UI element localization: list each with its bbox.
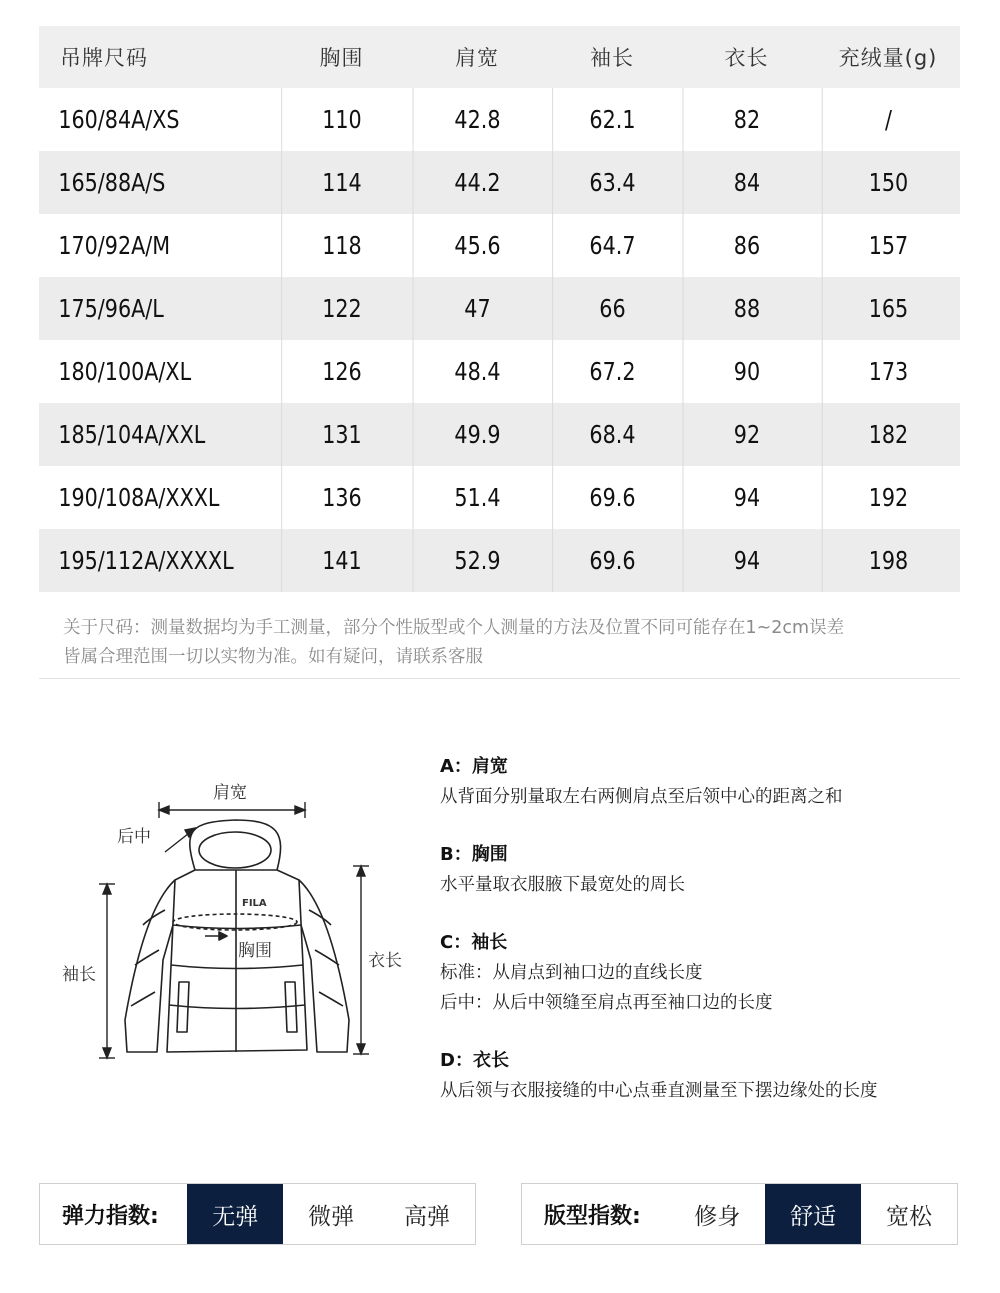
elastic-option: 无弹 (187, 1184, 283, 1244)
value-cell: 52.9 (413, 529, 542, 592)
value-cell: 48.4 (413, 340, 542, 403)
header-cell: 吊牌尺码 (60, 46, 148, 70)
value-cell: 45.6 (413, 214, 542, 277)
size-cell: 165/88A/S (58, 168, 166, 197)
definition-title: D：衣长 (440, 1050, 509, 1071)
size-note-line: 关于尺码：测量数据均为手工测量，部分个性版型或个人测量的方法及位置不同可能存在1~2cm误差 (63, 618, 845, 638)
value-cell: 90 (683, 340, 811, 403)
table-row (39, 529, 960, 592)
divider (39, 678, 960, 679)
definition-text: 后中：从后中领缝至肩点再至袖口边的长度 (440, 993, 773, 1013)
definition-text: 水平量取衣服腋下最宽处的周长 (440, 875, 685, 895)
fit-option: 宽松 (886, 1203, 933, 1230)
value-cell: 114 (281, 151, 402, 214)
value-cell: 182 (822, 403, 954, 466)
value-cell: 122 (281, 277, 402, 340)
jacket-illustration (55, 760, 425, 1070)
value-cell: 49.9 (413, 403, 542, 466)
table-row (39, 403, 960, 466)
size-cell: 185/104A/XXL (58, 420, 206, 449)
value-cell: 150 (822, 151, 954, 214)
value-cell: 157 (822, 214, 954, 277)
size-table (39, 26, 960, 592)
table-row (39, 214, 960, 277)
value-cell: 51.4 (413, 466, 542, 529)
logo: FILA (242, 898, 267, 909)
value-cell: 165 (822, 277, 954, 340)
table-row (39, 277, 960, 340)
value-cell: 126 (281, 340, 402, 403)
definition-item (440, 840, 980, 900)
header-cell: 肩宽 (455, 46, 499, 70)
value-cell: 86 (683, 214, 811, 277)
definition-text: 标准：从肩点到袖口边的直线长度 (440, 963, 703, 983)
value-cell: 63.4 (552, 151, 672, 214)
value-cell: / (822, 88, 954, 151)
fit-option: 舒适 (765, 1184, 861, 1244)
value-cell: 198 (822, 529, 954, 592)
measurement-definitions (440, 752, 980, 1134)
value-cell: 136 (281, 466, 402, 529)
elastic-option: 微弹 (308, 1203, 355, 1230)
value-cell: 82 (683, 88, 811, 151)
table-row (39, 88, 960, 151)
table-row (39, 151, 960, 214)
table-row (39, 340, 960, 403)
size-cell: 195/112A/XXXXL (58, 546, 234, 575)
value-cell: 64.7 (552, 214, 672, 277)
definition-title: A：肩宽 (440, 756, 508, 777)
value-cell: 62.1 (552, 88, 672, 151)
length-label: 衣长 (368, 951, 402, 971)
value-cell: 44.2 (413, 151, 542, 214)
size-note (63, 614, 963, 672)
value-cell: 192 (822, 466, 954, 529)
elastic-index-label: 弹力指数: (62, 1203, 159, 1229)
definition-item (440, 928, 980, 1018)
size-note-line: 皆属合理范围一切以实物为准。如有疑问，请联系客服 (63, 647, 483, 667)
value-cell: 84 (683, 151, 811, 214)
header-cell: 袖长 (590, 46, 634, 70)
back-center-label: 后中 (117, 827, 151, 847)
fit-index-label: 版型指数: (544, 1203, 641, 1229)
value-cell: 141 (281, 529, 402, 592)
value-cell: 68.4 (552, 403, 672, 466)
header-cell: 充绒量(g) (838, 46, 938, 70)
size-cell: 170/92A/M (58, 231, 171, 260)
value-cell: 173 (822, 340, 954, 403)
value-cell: 94 (683, 529, 811, 592)
value-cell: 131 (281, 403, 402, 466)
sleeve-label: 袖长 (62, 965, 96, 985)
value-cell: 118 (281, 214, 402, 277)
value-cell: 94 (683, 466, 811, 529)
table-body (39, 88, 960, 592)
elastic-index (39, 1183, 476, 1245)
size-cell: 190/108A/XXXL (58, 483, 220, 512)
size-cell: 175/96A/L (58, 294, 164, 323)
fit-option: 修身 (694, 1203, 741, 1230)
value-cell: 88 (683, 277, 811, 340)
value-cell: 67.2 (552, 340, 672, 403)
fit-index (521, 1183, 958, 1245)
value-cell: 92 (683, 403, 811, 466)
definition-title: B：胸围 (440, 844, 508, 865)
size-cell: 180/100A/XL (58, 357, 192, 386)
definition-title: C：袖长 (440, 932, 508, 953)
value-cell: 110 (281, 88, 402, 151)
definition-item (440, 1046, 980, 1106)
definition-item (440, 752, 980, 812)
header-cell: 胸围 (319, 46, 364, 70)
value-cell: 42.8 (413, 88, 542, 151)
elastic-option: 高弹 (404, 1203, 451, 1230)
table-row (39, 466, 960, 529)
shoulder-label: 肩宽 (213, 783, 247, 803)
value-cell: 66 (552, 277, 672, 340)
measurement-diagram (55, 760, 425, 1070)
table-header (39, 26, 960, 88)
size-cell: 160/84A/XS (58, 105, 180, 134)
definition-text: 从背面分别量取左右两侧肩点至后领中心的距离之和 (440, 787, 843, 807)
definition-text: 从后领与衣服接缝的中心点垂直测量至下摆边缘处的长度 (440, 1081, 878, 1101)
header-cell: 衣长 (724, 46, 769, 70)
value-cell: 69.6 (552, 529, 672, 592)
chest-label: 胸围 (238, 941, 272, 961)
value-cell: 69.6 (552, 466, 672, 529)
value-cell: 47 (413, 277, 542, 340)
